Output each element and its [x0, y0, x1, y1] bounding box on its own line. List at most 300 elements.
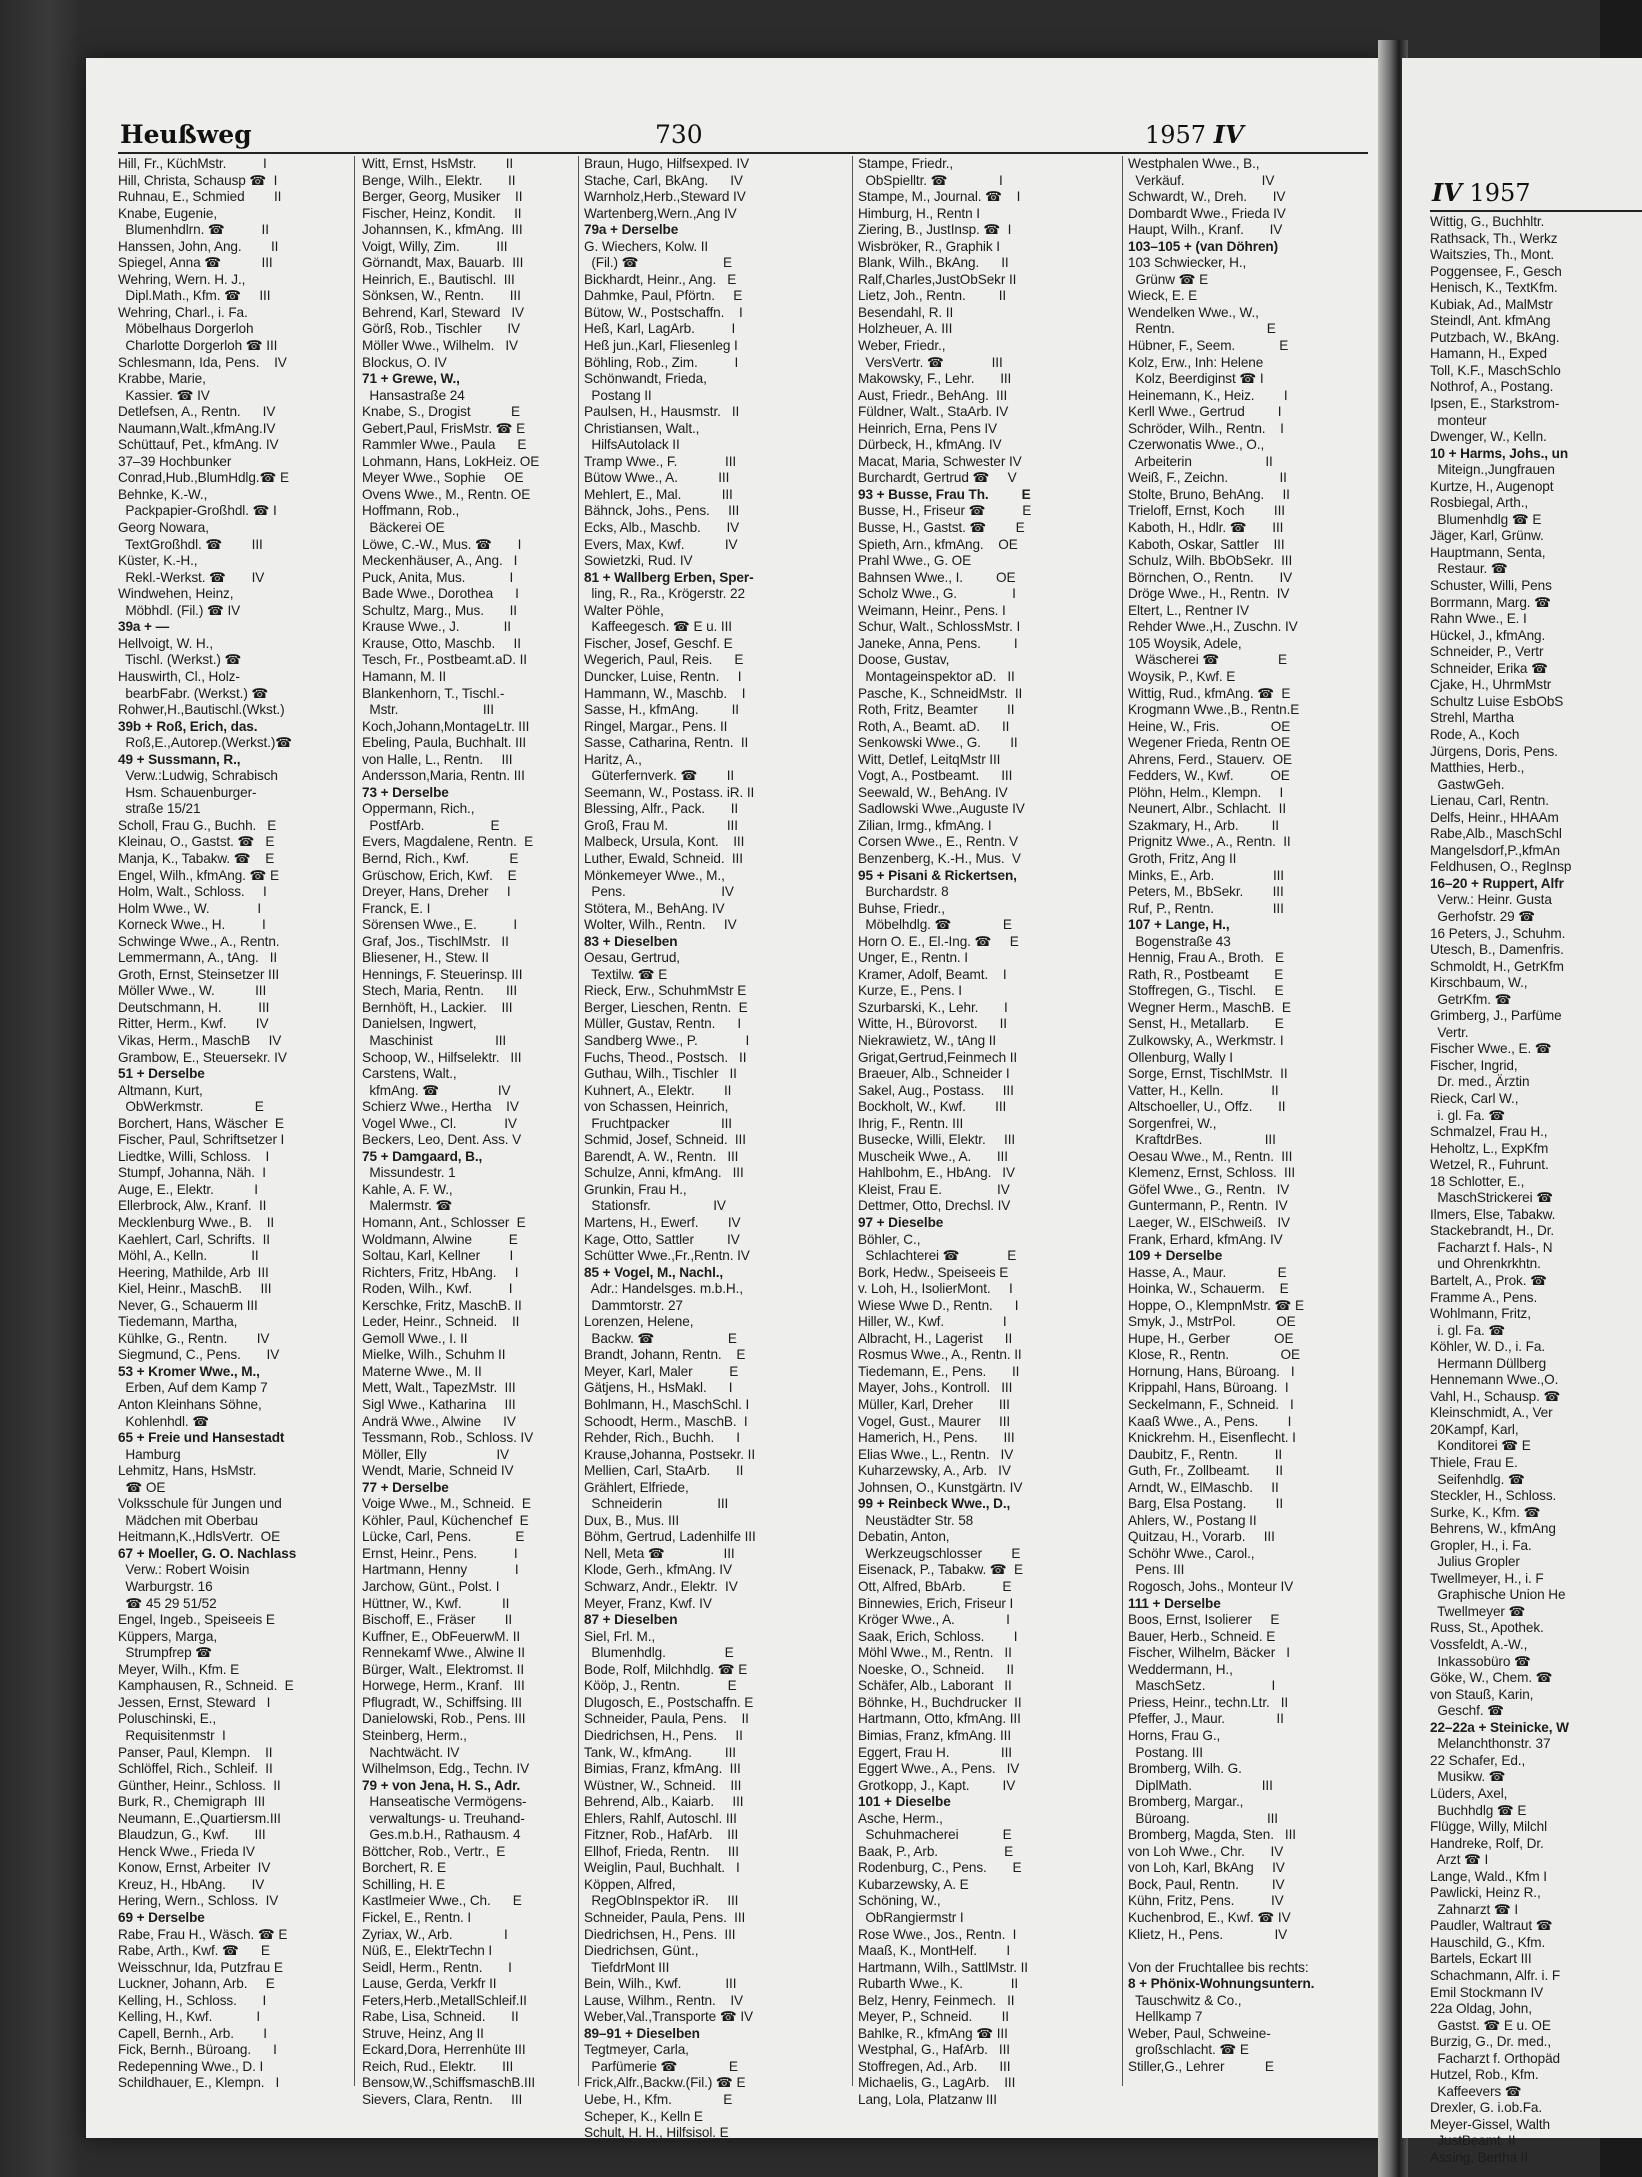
directory-entry: Braeuer, Alb., Schneider I [858, 1066, 1010, 1082]
directory-entry: Jürgens, Doris, Pens. [1430, 743, 1558, 759]
directory-entry: Bartelt, A., Prok. ☎ [1430, 1273, 1547, 1288]
directory-entry: Krause Wwe., J. II [362, 619, 511, 635]
directory-entry: Schwarz, Andr., Elektr. IV [584, 1579, 738, 1595]
directory-entry: Stiller,G., Lehrer E [1128, 2058, 1274, 2074]
directory-entry: Soltau, Karl, Kellner I [362, 1248, 514, 1264]
directory-entry: Sadlowski Wwe.,Auguste IV [858, 801, 1025, 817]
directory-entry: Hamann, H., Exped [1430, 346, 1547, 362]
directory-entry: Voige Wwe., M., Schneid. E [362, 1496, 531, 1512]
directory-entry: Geschf. ☎ [1430, 1703, 1505, 1719]
directory-entry: Szakmary, H., Arb. II [1128, 817, 1279, 833]
directory-entry: Roth, Fritz, Beamter II [858, 702, 1015, 718]
directory-entry: Fruchtpacker III [584, 1115, 732, 1131]
directory-entry: Schlachterei ☎ E [858, 1248, 1017, 1264]
directory-entry: Evers, Magdalene, Rentn. E [362, 834, 534, 850]
directory-entry: Stoffregen, Ad., Arb. III [858, 2058, 1011, 2074]
directory-entry: Kubarzewsky, A. E [858, 1876, 969, 1892]
directory-entry: Rubarth Wwe., K. II [858, 1976, 1019, 1992]
right-district: IV [1432, 178, 1462, 207]
directory-entry: Graphische Union He [1430, 1587, 1566, 1603]
directory-entry: Ovens Wwe., M., Rentn. OE [362, 486, 531, 502]
directory-entry: Bahlke, R., kfmAng ☎ III [858, 2025, 1008, 2041]
directory-entry: 37–39 Hochbunker [118, 453, 232, 469]
directory-entry: Rode, A., Koch [1430, 726, 1520, 742]
directory-entry: Weber, Friedr., [858, 338, 946, 354]
directory-entry: Manja, K., Tabakw. ☎ E [118, 850, 275, 866]
directory-entry: Prahl Wwe., G. OE [858, 553, 972, 569]
directory-entry: Borrmann, Marg. ☎ [1430, 594, 1551, 610]
directory-entry: Nothrof, A., Postang. [1430, 379, 1554, 395]
directory-entry: Materne Wwe., M. II [362, 1363, 482, 1379]
directory-entry: Himburg, H., Rentn I [858, 205, 980, 221]
directory-entry: Bahnsen Wwe., I. OE [858, 569, 1016, 585]
directory-entry: Kaboth, H., Hdlr. ☎ III [1128, 520, 1284, 536]
directory-entry: Altmann, Kurt, [118, 1082, 203, 1098]
directory-entry: Mecklenburg Wwe., B. II [118, 1215, 275, 1230]
directory-entry: Kage, Otto, Sattler IV [584, 1231, 740, 1247]
directory-entry: Emil Stockmann IV [1430, 1984, 1544, 2000]
directory-entry: Meyer, P., Schneid. II [858, 2009, 1009, 2025]
directory-entry: Wehring, Wern. H. J., [118, 271, 246, 287]
directory-entry: 97 + Dieselbe [858, 1215, 944, 1230]
directory-entry: Reich, Rud., Elektr. III [362, 2058, 514, 2074]
directory-entry: Schröder, Wilh., Rentn. I [1128, 420, 1284, 436]
directory-entry: Kuffner, E., ObFeuerwM. II [362, 1628, 521, 1644]
directory-entry: Siel, Frl. M., [584, 1628, 656, 1644]
directory-entry: Verw.: Robert Woisin [118, 1562, 250, 1578]
directory-entry: Framme A., Pens. [1430, 1289, 1538, 1305]
directory-entry: Baak, P., Arb. E [858, 1843, 1014, 1859]
directory-entry: Schwardt, W., Dreh. IV [1128, 189, 1286, 205]
directory-entry: Paulsen, H., Hausmstr. II [584, 404, 740, 420]
directory-entry: Walter Pöhle, [584, 602, 664, 618]
directory-entry: Minks, E., Arb. III [1128, 867, 1284, 883]
directory-entry: Eggert, Frau H. III [858, 1744, 1012, 1760]
directory-entry: Belz, Henry, Feinmech. II [858, 1992, 1015, 2008]
directory-entry: Horwege, Herm., Kranf. III [362, 1678, 525, 1694]
directory-entry: Rose Wwe., Jos., Rentn. I [858, 1926, 1017, 1942]
directory-entry: Tauschwitz & Co., [1128, 1992, 1242, 2008]
directory-entry: Kaffeegesch. ☎ E u. III [584, 619, 732, 635]
directory-entry: Fischer, Wilhelm, Bäcker I [1128, 1645, 1290, 1661]
directory-entry: Schur, Walt., SchlossMstr. I [858, 619, 1021, 635]
directory-entry: Schmalzel, Frau H., [1430, 1124, 1548, 1140]
directory-entry: Schneider, Erika ☎ [1430, 660, 1548, 676]
directory-entry: von Loh Wwe., Chr. IV [1128, 1843, 1284, 1859]
directory-entry: Bensow,W.,SchiffsmaschB.III [362, 2075, 536, 2091]
directory-entry: Dröge Wwe., H., Rentn. IV [1128, 586, 1290, 602]
directory-entry: Heering, Mathilde, Arb III [118, 1264, 269, 1280]
directory-entry: 111 + Derselbe [1128, 1595, 1221, 1611]
directory-entry: Schmoldt, H., GetrKfm [1430, 958, 1564, 974]
directory-entry: Johannsen, K., kfmAng. III [362, 222, 523, 238]
directory-entry: Tischl. (Werkst.) ☎ [118, 652, 242, 668]
directory-entry: Busse, H., Friseur ☎ E [858, 503, 1032, 519]
directory-entry: Guthau, Wilh., Tischler II [584, 1066, 737, 1082]
directory-entry: Oppermann, Rich., [362, 801, 475, 817]
directory-entry: Macat, Maria, Schwester IV [858, 453, 1022, 469]
directory-entry: Fischer, Josef, Geschf. E [584, 635, 733, 651]
directory-entry: Hanssen, John, Ang. II [118, 238, 279, 254]
directory-entry: Kaboth, Oskar, Sattler III [1128, 536, 1285, 552]
directory-entry: Stumpf, Johanna, Näh. I [118, 1165, 266, 1181]
directory-entry: Georg Nowara, [118, 520, 209, 536]
directory-entry: Hauswirth, Cl., Holz- [118, 668, 240, 684]
directory-entry: 22a Oldag, John, [1430, 2001, 1532, 2017]
directory-entry: Surke, K., Kfm. ☎ [1430, 1504, 1541, 1520]
directory-entry: Ehlers, Rahlf, Autoschl. III [584, 1810, 737, 1826]
directory-entry: Maaß, K., MontHelf. I [858, 1943, 1011, 1959]
directory-entry: Fedders, W., Kwf. OE [1128, 768, 1290, 784]
directory-entry: Dux, B., Mus. III [584, 1512, 679, 1528]
directory-entry: Brandt, Johann, Rentn. E [584, 1347, 746, 1363]
directory-entry: Grunkin, Frau H., [584, 1181, 687, 1197]
directory-entry: 8 + Phönix-Wohnungsuntern. [1128, 1976, 1315, 1992]
directory-entry: 51 + Derselbe [118, 1066, 205, 1082]
street-name: Heußweg [120, 120, 252, 149]
directory-entry: Luther, Ewald, Schneid. III [584, 850, 743, 866]
directory-entry: Twellmeyer, H., i. F [1430, 1570, 1544, 1586]
directory-column-4 [858, 156, 1122, 2109]
directory-entry: Bohlmann, H., MaschSchl. I [584, 1397, 750, 1413]
directory-entry: Kohlenhdl. ☎ [118, 1413, 210, 1429]
directory-column-3 [584, 156, 854, 2142]
directory-entry: Berger, Lieschen, Rentn. E [584, 999, 748, 1015]
directory-entry: Grotkopp, J., Kapt. IV [858, 1777, 1016, 1793]
directory-entry: 87 + Dieselben [584, 1612, 678, 1628]
directory-entry: Gebert,Paul, FrisMstr. ☎ E [362, 420, 526, 436]
directory-entry: Lüders, Axel, [1430, 1785, 1508, 1801]
directory-entry: Schoop, W., Hilfselektr. III [362, 1049, 522, 1065]
directory-entry: Krabbe, Marie, [118, 371, 206, 387]
directory-entry: Kirschbaum, W., [1430, 975, 1528, 991]
directory-entry: Hartmann, Wilh., SattlMstr. II [858, 1959, 1028, 1975]
directory-entry: Knabe, S., Drogist E [362, 404, 520, 420]
directory-entry: Zulkowsky, A., Werkmstr. I [1128, 1032, 1284, 1048]
directory-entry: Ihrig, F., Rentn. III [858, 1115, 964, 1131]
directory-entry: Kahle, A. F. W., [362, 1181, 453, 1197]
directory-entry: Schwinge Wwe., A., Rentn. [118, 933, 280, 949]
directory-entry: Inkassobüro ☎ [1430, 1653, 1531, 1669]
directory-entry: Kaaß Wwe., A., Pens. I [1128, 1413, 1292, 1429]
directory-entry: Görß, Rob., Tischler IV [362, 321, 521, 337]
directory-entry: Malbeck, Ursula, Kont. III [584, 834, 745, 850]
directory-entry: Blockus, O. IV [362, 354, 447, 370]
directory-entry: Schlöffel, Rich., Schleif. II [118, 1761, 273, 1777]
directory-entry: Schulz, Wilh. BbObSekr. III [1128, 553, 1293, 569]
directory-entry: Daubitz, F., Rentn. II [1128, 1446, 1283, 1462]
directory-entry: 93 + Busse, Frau Th. E [858, 486, 1031, 502]
directory-entry: Melanchthonstr. 37 [1430, 1736, 1551, 1752]
directory-entry: Janeke, Anna, Pens. I [858, 635, 1018, 651]
directory-entry: Quitzau, H., Vorarb. III [1128, 1529, 1275, 1545]
directory-entry: Kamphausen, R., Schneid. E [118, 1678, 294, 1694]
directory-entry: Heinemann, K., Heiz. I [1128, 387, 1288, 403]
directory-entry: Büroang. III [1128, 1810, 1278, 1826]
directory-entry: Schneider, P., Vertr [1430, 644, 1544, 660]
directory-entry: Diedrichsen, Günt., [584, 1943, 699, 1959]
directory-entry: Carstens, Walt., [362, 1066, 457, 1082]
directory-entry: 71 + Grewe, W., [362, 371, 460, 387]
left-district: IV [1213, 120, 1244, 149]
directory-entry: Wendt, Marie, Schneid IV [362, 1463, 514, 1479]
directory-entry: Möhl, A., Kelln. II [118, 1248, 259, 1264]
directory-entry: 20Kampf, Karl, [1430, 1421, 1519, 1437]
directory-entry: Bimias, Franz, kfmAng. III [584, 1761, 741, 1777]
directory-entry: Panser, Paul, Klempn. II [118, 1744, 273, 1760]
directory-entry: Montageinspektor aD. II [858, 668, 1015, 684]
directory-entry: Bäckerei OE [362, 520, 445, 536]
directory-entry: KraftdrBes. III [1128, 1132, 1276, 1148]
directory-entry: Detlefsen, A., Rentn. IV [118, 404, 276, 420]
directory-entry: Busse, H., Gastst. ☎ E [858, 520, 1025, 536]
directory-entry: Behrend, Karl, Steward IV [362, 304, 525, 320]
directory-entry: Burchardstr. 8 [858, 884, 949, 900]
directory-entry: Jessen, Ernst, Steward I [118, 1694, 271, 1710]
directory-entry: Lienau, Carl, Rentn. [1430, 793, 1549, 809]
directory-entry: Hiller, W., Kwf. I [858, 1314, 1007, 1330]
directory-entry: Weddermann, H., [1128, 1661, 1233, 1677]
directory-entry: Krause, Otto, Maschb. II [362, 635, 521, 651]
directory-entry: Klietz, H., Pens. IV [1128, 1926, 1288, 1942]
directory-entry: Sörensen Wwe., E. I [362, 917, 518, 933]
directory-entry: Böhm, Gertrud, Ladenhilfe III [584, 1529, 756, 1545]
directory-entry: Krause,Johanna, Postsekr. II [584, 1446, 755, 1462]
directory-entry: Wohlmann, Fritz, [1430, 1306, 1531, 1322]
directory-entry: Rehder Wwe.,H., Zuschn. IV [1128, 619, 1298, 635]
directory-entry: Möbelhaus Dorgerloh [118, 321, 254, 337]
right-page-header [1432, 178, 1531, 208]
left-year: 1957 [1145, 121, 1207, 149]
directory-entry: Hoffmann, Rob., [362, 503, 460, 519]
directory-entry: Bock, Paul, Rentn. IV [1128, 1876, 1285, 1892]
directory-entry: Kaehlert, Carl, Schrifts. II [118, 1231, 270, 1247]
directory-entry: Lietz, Joh., Rentn. II [858, 288, 1007, 304]
directory-entry: Wolter, Wilh., Rentn. IV [584, 917, 737, 933]
directory-entry: Bischoff, E., Fräser II [362, 1612, 513, 1628]
directory-entry: Bode, Rolf, Milchhdlg. ☎ E [584, 1661, 748, 1677]
directory-entry: Hauschild, G., Kfm. [1430, 1934, 1546, 1950]
directory-entry: 67 + Moeller, G. O. Nachlass [118, 1545, 297, 1561]
directory-entry: Fuchs, Theod., Postsch. II [584, 1049, 747, 1065]
directory-entry: Blankenhorn, T., Tischl.- [362, 685, 505, 701]
directory-entry: Dürbeck, H., kfmAng. IV [858, 437, 1002, 453]
directory-entry: Julius Gropler [1430, 1554, 1520, 1570]
directory-entry: Tiedemann, Martha, [118, 1314, 238, 1330]
directory-entry: Meyer Wwe., Sophie OE [362, 470, 524, 486]
directory-entry: Schöhr Wwe., Carol., [1128, 1545, 1255, 1561]
directory-entry: Möller, Elly IV [362, 1446, 510, 1462]
directory-entry: Görnandt, Max, Bauarb. III [362, 255, 524, 271]
directory-entry: Postang. III [1128, 1744, 1203, 1760]
directory-entry: Stampe, Friedr., [858, 156, 954, 171]
left-page-header [1145, 120, 1244, 150]
directory-entry: Woldmann, Alwine E [362, 1231, 518, 1247]
directory-entry: Kurtze, H., Augenopt [1430, 478, 1554, 494]
directory-entry: Lemmermann, A., tAng. II [118, 950, 278, 966]
directory-entry: 103 Schwiecker, H., [1128, 255, 1247, 271]
directory-entry: Heinrich, Erna, Pens IV [858, 420, 997, 436]
directory-entry: Stötera, M., BehAng. IV [584, 900, 725, 916]
directory-entry: Behrend, Alb., Kaiarb. III [584, 1794, 744, 1810]
directory-entry: Senst, H., Metallarb. E [1128, 1016, 1284, 1032]
directory-entry: Elias Wwe., L., Rentn. IV [858, 1446, 1014, 1462]
directory-entry: Deutschmann, H. III [118, 999, 270, 1015]
directory-entry: Rieck, Carl W., [1430, 1090, 1519, 1106]
directory-entry: Drexler, G. i.ob.Fa. [1430, 2100, 1543, 2116]
directory-entry: 73 + Derselbe [362, 784, 449, 800]
directory-entry: Assing, Bertha II [1430, 2149, 1529, 2165]
column-divider [354, 156, 355, 2086]
directory-entry: Meyer-Gissel, Walth [1430, 2116, 1550, 2132]
directory-entry: Ralf,Charles,JustObSekr II [858, 271, 1017, 287]
directory-entry: Pawlicki, Heinz R., [1430, 1885, 1541, 1901]
directory-entry: Wüstner, W., Schneid. III [584, 1777, 742, 1793]
directory-entry: Verw.: Heinr. Gusta [1430, 892, 1552, 908]
directory-entry: Konow, Ernst, Arbeiter IV [118, 1860, 271, 1876]
directory-entry: Holm Wwe., W. I [118, 900, 262, 916]
directory-entry: Auge, E., Elektr. I [118, 1181, 258, 1197]
directory-entry: Trieloff, Ernst, Koch III [1128, 503, 1285, 519]
directory-entry: Ilmers, Else, Tabakw. [1430, 1206, 1556, 1222]
directory-entry: Danielowski, Rob., Pens. III [362, 1711, 526, 1727]
directory-entry: Mädchen mit Oberbau [118, 1512, 258, 1528]
directory-entry: großschlacht. ☎ E [1128, 2042, 1249, 2058]
directory-entry: Kuharzewsky, A., Arb. IV [858, 1463, 1011, 1479]
directory-entry: Fischer, Ingrid, [1430, 1057, 1518, 1073]
directory-entry: Pflugradt, W., Schiffsing. III [362, 1694, 522, 1710]
directory-entry: i. gl. Fa. ☎ [1430, 1322, 1506, 1338]
directory-entry: Ziering, B., JustInsp. ☎ I [858, 222, 1012, 238]
directory-entry: Kühn, Fritz, Pens. IV [1128, 1893, 1284, 1909]
directory-entry: Grigat,Gertrud,Feinmech II [858, 1049, 1018, 1065]
directory-entry: Fischer, Heinz, Kondit. II [362, 205, 522, 221]
directory-entry: Michaelis, G., LagArb. III [858, 2075, 1016, 2091]
directory-entry: 49 + Sussmann, R., [118, 751, 241, 767]
directory-entry: 16 Peters, J., Schuhm. [1430, 925, 1566, 941]
directory-entry: Luckner, Johann, Arb. E [118, 1976, 275, 1992]
directory-entry: Sandberg Wwe., P. I [584, 1032, 750, 1048]
directory-entry: Grambow, E., Steuersekr. IV [118, 1049, 287, 1065]
directory-entry: Köhler, Paul, Küchenchef E [362, 1512, 529, 1528]
directory-entry: Bork, Hedw., Speiseeis E [858, 1264, 1009, 1280]
directory-entry: Buhse, Friedr., [858, 900, 945, 916]
directory-entry: Ecks, Alb., Maschb. IV [584, 520, 740, 536]
directory-entry: Verkäuf. IV [1128, 172, 1275, 188]
directory-entry: Bickhardt, Heinr., Ang. E [584, 271, 737, 287]
directory-entry: Eltert, L., Rentner IV [1128, 602, 1249, 618]
directory-entry: Requisitenmstr I [118, 1727, 226, 1743]
directory-entry: Böhnke, H., Buchdrucker II [858, 1694, 1022, 1710]
directory-entry: Verw.:Ludwig, Schrabisch [118, 768, 278, 784]
directory-entry: Grimberg, J., Parfüme [1430, 1008, 1562, 1024]
directory-entry: Guntermann, P., Rentn. IV [1128, 1198, 1288, 1214]
directory-entry: 89–91 + Dieselben [584, 2025, 700, 2041]
directory-entry: v. Loh, H., IsolierMont. I [858, 1281, 1013, 1297]
directory-entry: bearbFabr. (Werkst.) ☎ [118, 685, 269, 701]
directory-entry: Kurze, E., Pens. I [858, 983, 962, 999]
directory-entry: Meyer, Karl, Maler E [584, 1363, 739, 1379]
directory-entry: Schütter Wwe.,Fr.,Rentn. IV [584, 1248, 750, 1264]
directory-entry: Benzenberg, K.-H., Mus. V [858, 850, 1021, 866]
directory-entry: Makowsky, F., Lehr. III [858, 371, 1012, 387]
directory-entry: Spieth, Arn., kfmAng. OE [858, 536, 1018, 552]
directory-entry: Rabe, Lisa, Schneid. II [362, 2009, 519, 2025]
directory-entry: Börnchen, O., Rentn. IV [1128, 569, 1293, 585]
directory-entry: Bauer, Herb., Schneid. E [1128, 1628, 1276, 1644]
directory-entry: Ollenburg, Wally I [1128, 1049, 1233, 1065]
directory-entry: Saak, Erich, Schloss. I [858, 1628, 1018, 1644]
directory-entry: Kelling, H., Schloss. I [118, 1992, 267, 2008]
directory-entry: Rosmus Wwe., A., Rentn. II [858, 1347, 1022, 1363]
directory-entry: Strumpfrep ☎ [118, 1645, 213, 1661]
directory-entry: Dammtorstr. 27 [584, 1297, 683, 1313]
directory-entry: Ruhnau, E., Schmied II [118, 189, 282, 205]
directory-entry: Backw. ☎ E [584, 1330, 737, 1346]
directory-entry: Hamann, M. II [362, 668, 447, 684]
directory-entry: Zyriax, W., Arb. I [362, 1926, 508, 1942]
directory-entry: Möller Wwe., W. III [118, 983, 267, 999]
directory-entry: Stampe, M., Journal. ☎ I [858, 189, 1021, 205]
directory-entry: Bromberg, Margar., [1128, 1794, 1244, 1810]
directory-entry: Doose, Gustav, [858, 652, 950, 668]
directory-entry: Roth, A., Beamt. aD. II [858, 718, 1010, 734]
directory-entry: Hermann Düllberg [1430, 1355, 1547, 1371]
directory-entry: Henck Wwe., Frieda IV [118, 1843, 255, 1859]
directory-entry: Gropler, H., i. Fa. [1430, 1537, 1532, 1553]
directory-entry: Hornung, Hans, Büroang. I [1128, 1363, 1295, 1379]
directory-entry: Konditorei ☎ E [1430, 1438, 1531, 1454]
directory-entry: Gätjens, H., HsMakl. I [584, 1380, 733, 1396]
directory-entry: Ott, Alfred, BbArb. E [858, 1579, 1012, 1595]
directory-entry: Neustädter Str. 58 [858, 1512, 974, 1528]
directory-entry: Bein, Wilh., Kwf. III [584, 1976, 737, 1992]
directory-entry: Groth, Fritz, Ang II [1128, 850, 1237, 866]
directory-entry: Westphal, G., HafArb. III [858, 2042, 1010, 2058]
directory-entry: Güterfernverk. ☎ II [584, 768, 735, 784]
directory-entry: Grüschow, Erich, Kwf. E [362, 867, 517, 883]
directory-entry: Jäger, Karl, Grünw. [1430, 528, 1544, 544]
directory-entry: Liedtke, Willi, Schloss. I [118, 1148, 270, 1164]
right-page [1402, 58, 1642, 2165]
directory-entry: 16–20 + Ruppert, Alfr [1430, 875, 1564, 891]
directory-entry: Windwehen, Heinz, [118, 586, 234, 602]
directory-entry: Maschinist III [362, 1032, 507, 1048]
directory-entry: Dahmke, Paul, Pförtn. E [584, 288, 743, 304]
directory-entry: Weiß, F., Zeichn. II [1128, 470, 1287, 486]
directory-entry: 65 + Freie und Hansestadt [118, 1430, 285, 1446]
directory-entry: Schmid, Josef, Schneid. III [584, 1132, 746, 1148]
directory-entry: Steindl, Ant. kfmAng [1430, 313, 1551, 329]
directory-entry: Füldner, Walt., StaArb. IV [858, 404, 1009, 420]
directory-entry: Kerschke, Fritz, MaschB. II [362, 1297, 522, 1313]
directory-entry: Böttcher, Rob., Vertr., E [362, 1843, 506, 1859]
directory-entry: Fischer Wwe., E. ☎ [1430, 1041, 1552, 1057]
directory-entry: Heitmann,K.,HdlsVertr. OE [118, 1529, 281, 1545]
directory-entry: Groß, Frau M. III [584, 817, 738, 833]
directory-entry: Ellerbrock, Alw., Kranf. II [118, 1198, 267, 1214]
directory-entry: Hennig, Frau A., Broth. E [1128, 950, 1284, 966]
directory-entry: Kreuz, H., HbAng. IV [118, 1876, 265, 1892]
directory-entry: Facharzt f. Hals-, N [1430, 1239, 1553, 1255]
directory-entry: Barg, Elsa Postang. II [1128, 1496, 1284, 1512]
directory-entry: Klose, R., Rentn. OE [1128, 1347, 1300, 1363]
column-divider [578, 156, 579, 2086]
directory-entry: Kuhnert, A., Elektr. II [584, 1082, 732, 1098]
directory-entry: Eckard,Dora, Herrenhüte III [362, 2042, 526, 2058]
directory-entry: Möller Wwe., Wilhelm. IV [362, 338, 519, 354]
directory-entry: Jarchow, Günt., Polst. I [362, 1579, 500, 1595]
